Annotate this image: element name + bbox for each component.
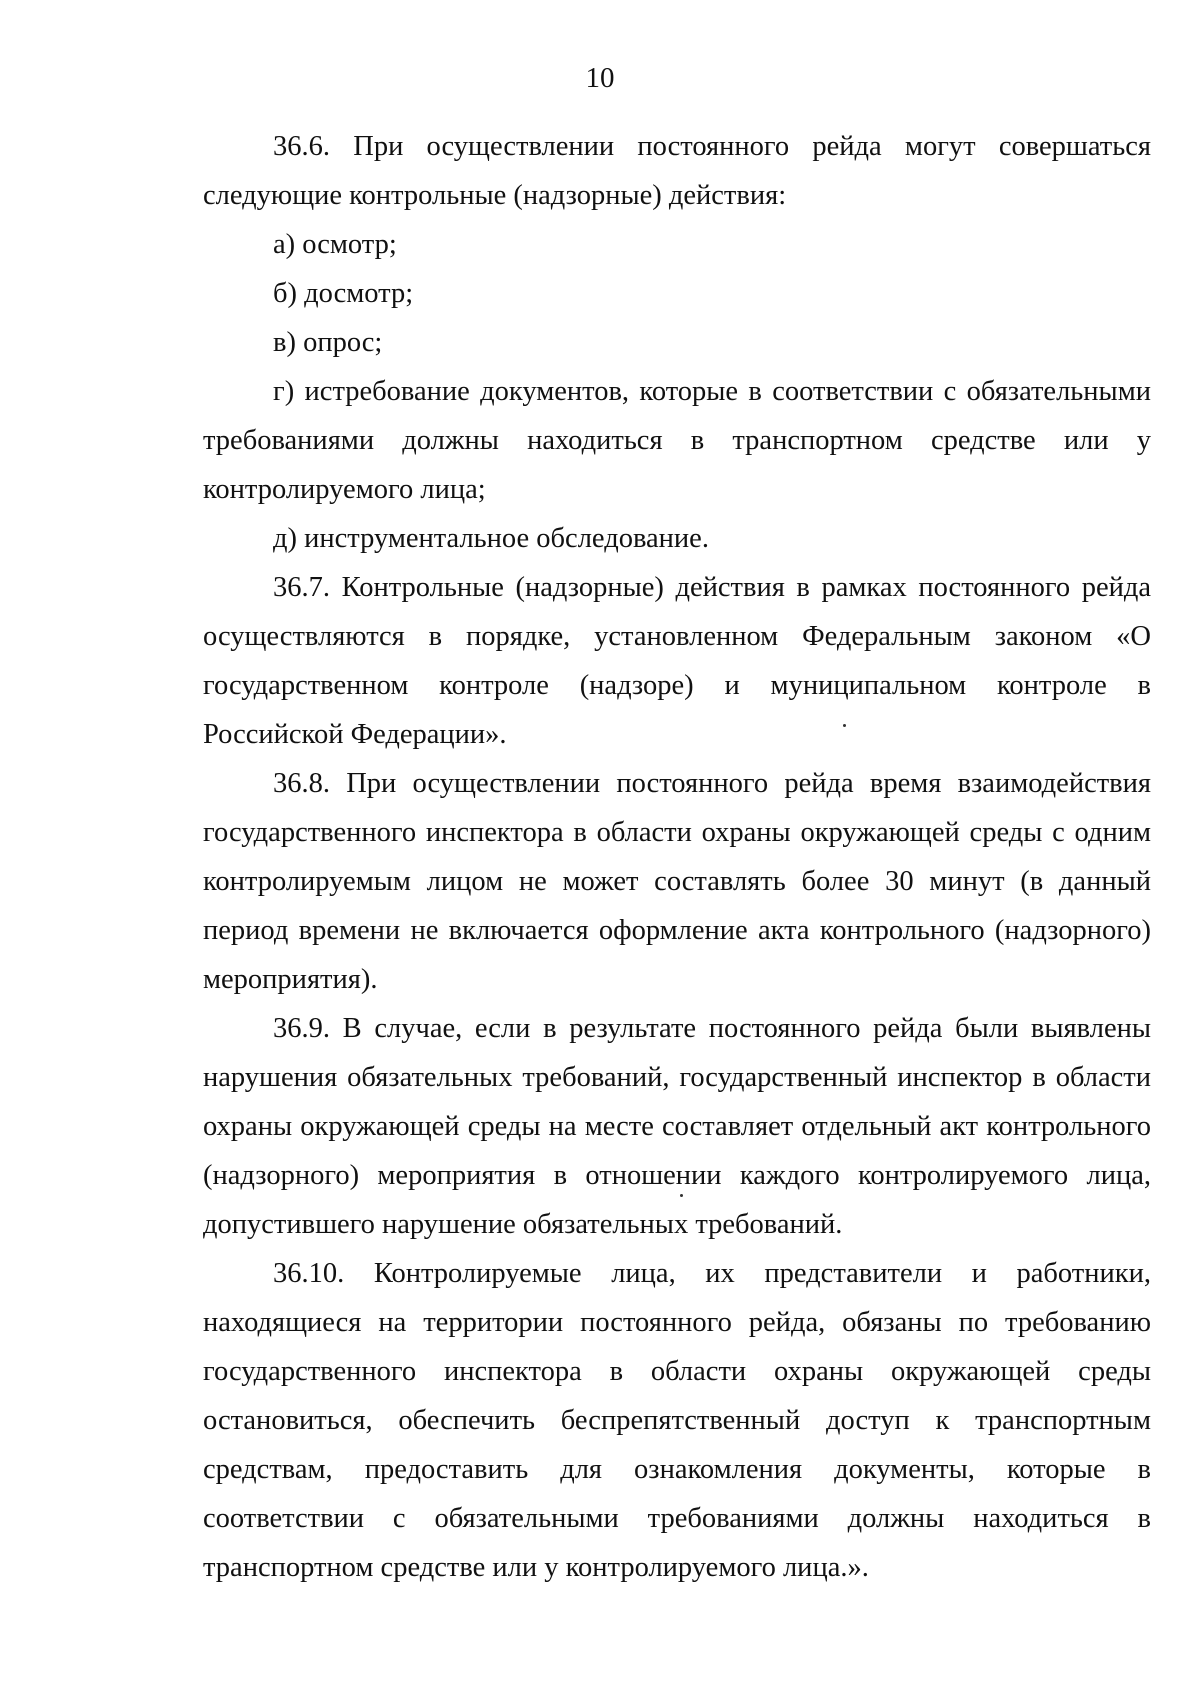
paragraph-36-6: 36.6. При осуществлении постоянного рейда могут совершаться следующие контрольные (надзорные) действия: xyxy=(203,131,1151,211)
list-item-d: д) инструментальное обследование. xyxy=(273,523,709,554)
paragraph-36-8: 36.8. При осуществлении постоянного рейда время взаимодействия государственного инспектора в области охраны окружающей среды с одним контролируемым лицом не может составлять более 30 минут (в данный период времени не включается оформление акта контрольного (надзорного) мероприятия). xyxy=(203,768,1151,995)
document-body xyxy=(203,122,1151,1592)
scan-speck xyxy=(680,1194,683,1197)
list-item-a: а) осмотр; xyxy=(273,229,397,260)
paragraph-36-10: 36.10. Контролируемые лица, их представители и работники, находящиеся на территории постоянного рейда, обязаны по требованию государственного инспектора в области охраны окружающей среды остановиться, обеспечить беспрепятственный доступ к транспортным средствам, предоставить для ознакомления документы, которые в соответствии с обязательными требованиями должны находиться в транспортном средстве или у контролируемого лица.». xyxy=(203,1258,1151,1583)
page-number: 10 xyxy=(585,62,615,94)
paragraph-36-7: 36.7. Контрольные (надзорные) действия в рамках постоянного рейда осуществляются в порядке, установленном Федеральным законом «О государственном контроле (надзоре) и муниципальном контроле в Российской Федерации». xyxy=(203,572,1151,750)
list-item-g: г) истребование документов, которые в соответствии с обязательными требованиями должны находиться в транспортном средстве или у контролируемого лица; xyxy=(203,376,1151,505)
scan-speck xyxy=(843,724,846,727)
list-item-b: б) досмотр; xyxy=(273,278,414,309)
list-item-v: в) опрос; xyxy=(273,327,383,358)
paragraph-36-9: 36.9. В случае, если в результате постоянного рейда были выявлены нарушения обязательных требований, государственный инспектор в области охраны окружающей среды на месте составляет отдельный акт контрольного (надзорного) мероприятия в отношении каждого контролируемого лица, допустившего нарушение обязательных требований. xyxy=(203,1013,1151,1240)
